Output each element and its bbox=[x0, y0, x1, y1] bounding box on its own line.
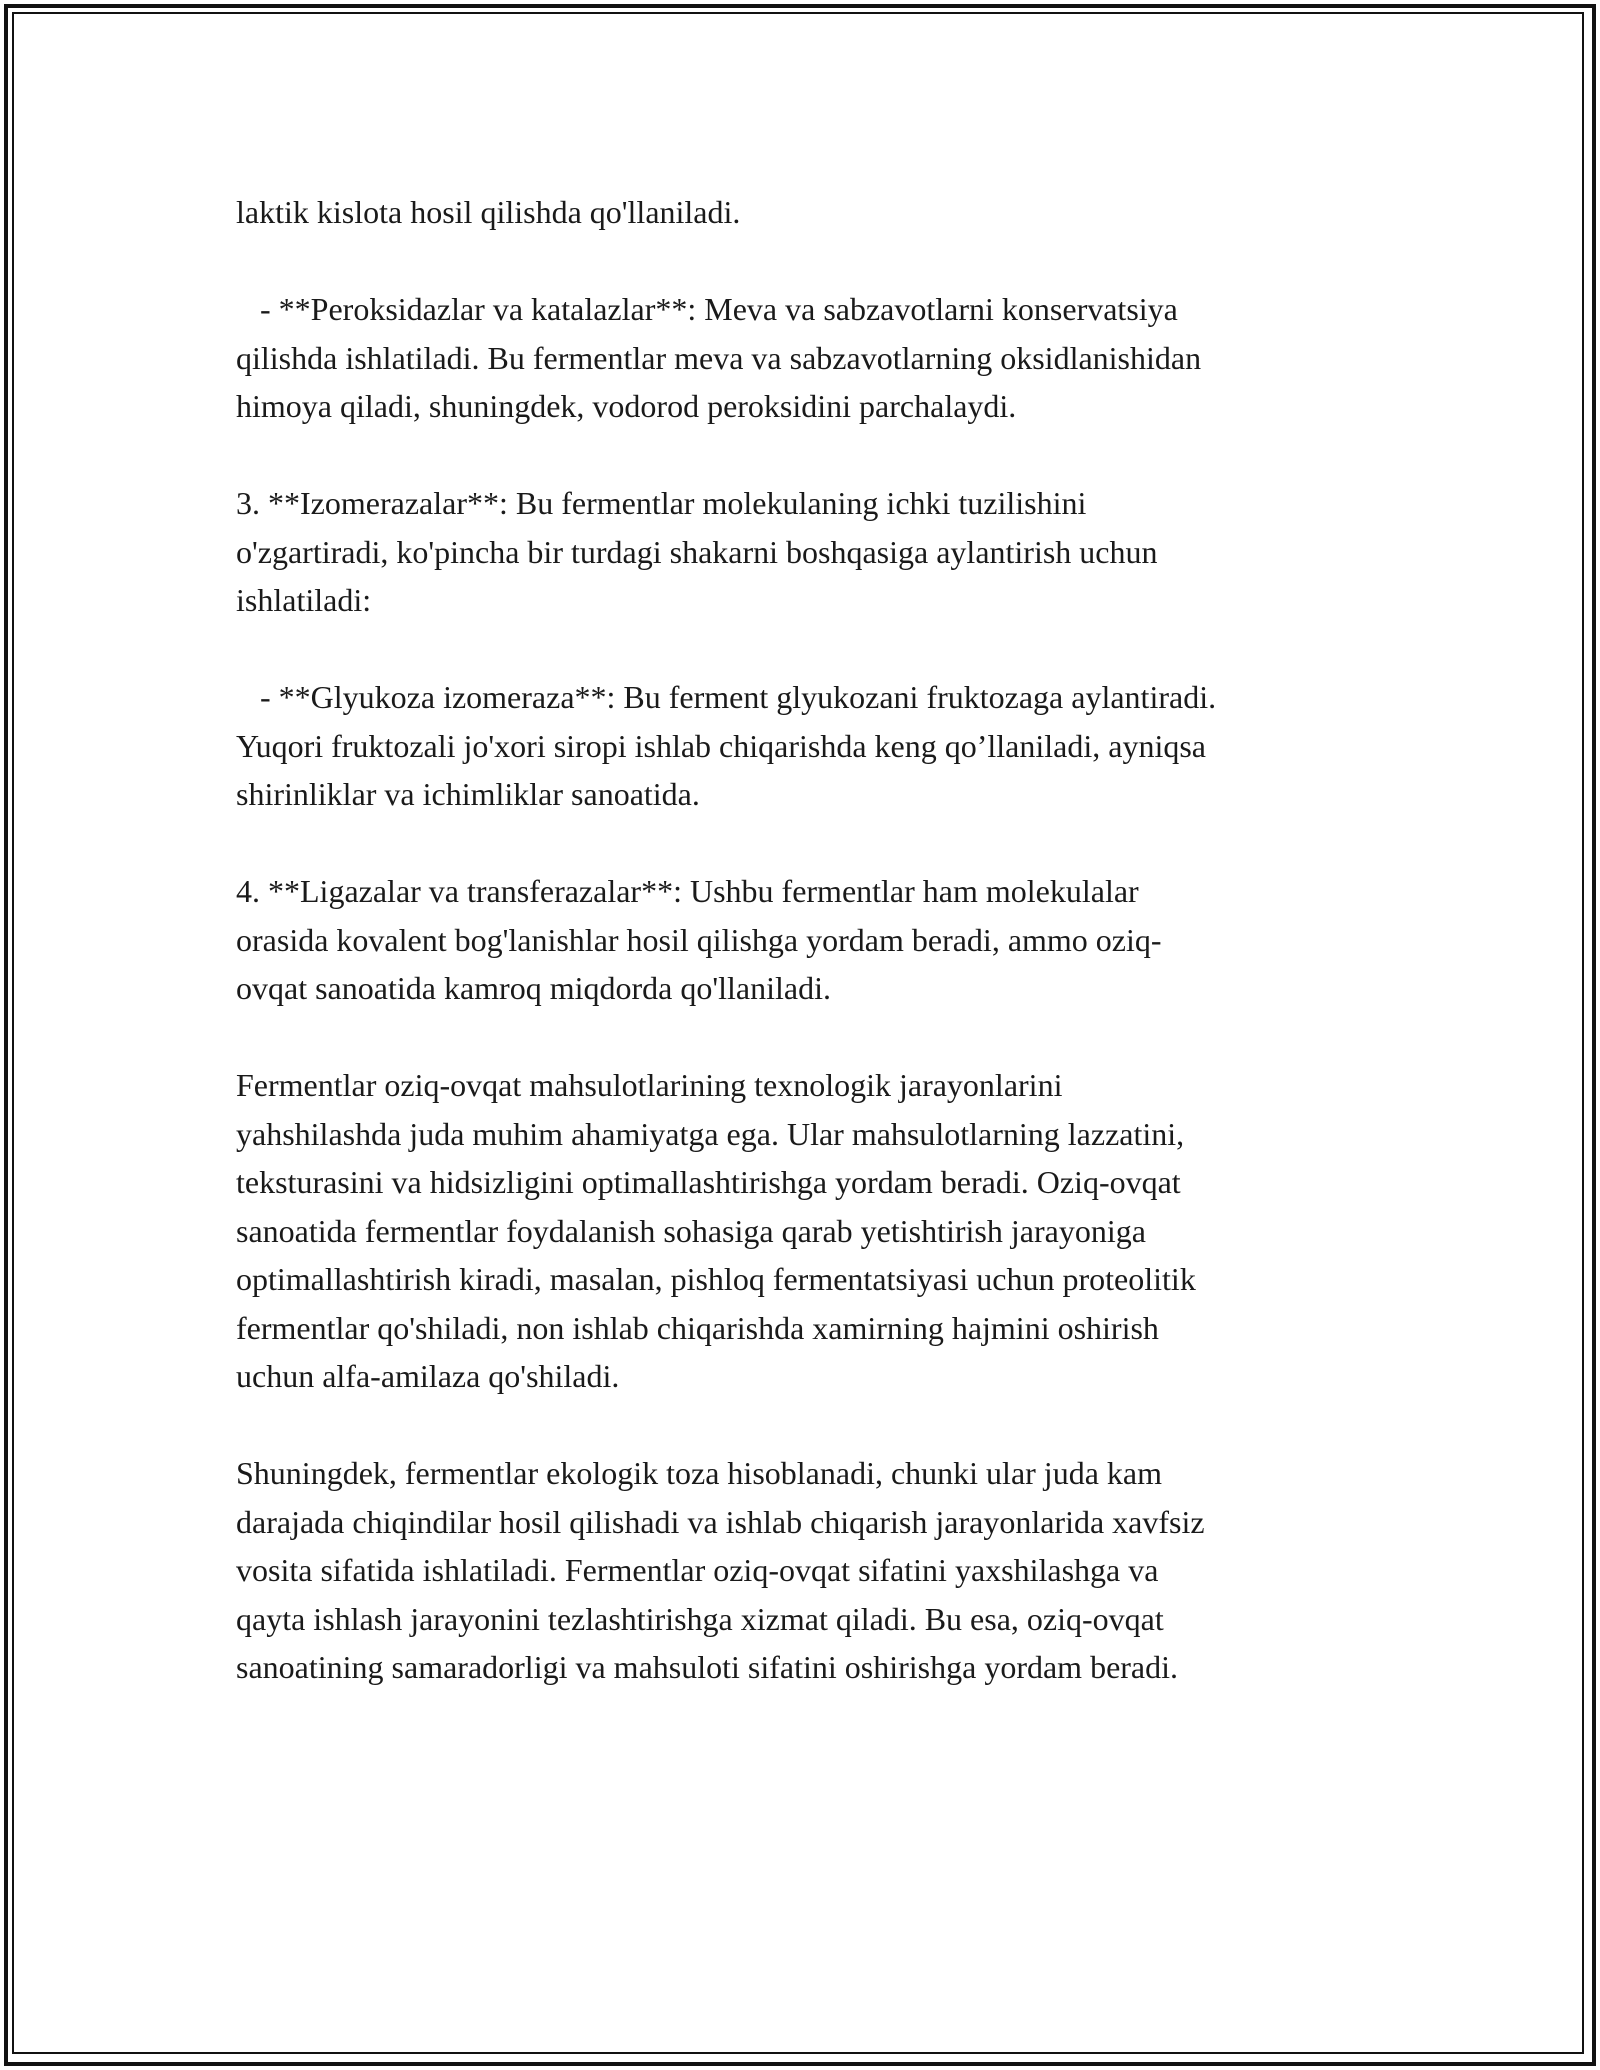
paragraph-enzymes-ecology: Shuningdek, fermentlar ekologik toza hisoblanadi, chunki ular juda kam darajada chiqindilar hosil qilishadi va ishlab chiqarish jarayonlarida xavfsiz vosita sifatida ishlatiladi. Fermentlar oziq-ovqat sifatini yaxshilashga va qayta ishlash jarayonini tezlashtirishga xizmat qiladi. Bu esa, oziq-ovqat sanoatining samaradorligi va mahsuloti sifatini oshirishga yordam beradi. bbox=[236, 1455, 1205, 1685]
document-body bbox=[236, 188, 1386, 1692]
paragraph-isomerases: 3. **Izomerazalar**: Bu fermentlar molekulaning ichki tuzilishini o'zgartiradi, ko'pincha bir turdagi shakarni boshqasiga aylantirish uchun ishlatiladi: bbox=[236, 485, 1158, 618]
paragraph-peroxidases-catalases: - **Peroksidazlar va katalazlar**: Meva va sabzavotlarni konservatsiya qilishda ishlatiladi. Bu fermentlar meva va sabzavotlarning oksidlanishidan himoya qiladi, shuningdek, vodorod peroksidini parchalaydi. bbox=[236, 291, 1202, 424]
paragraph-glucose-isomerase: - **Glyukoza izomeraza**: Bu ferment glyukozani fruktozaga aylantiradi. Yuqori fruktozali jo'xori siropi ishlab chiqarishda keng qo’llaniladi, ayniqsa shirinliklar va ichimliklar sanoatida. bbox=[236, 679, 1217, 812]
paragraph-ligases-transferases: 4. **Ligazalar va transferazalar**: Ushbu fermentlar ham molekulalar orasida kovalent bog'lanishlar hosil qilishga yordam beradi, ammo oziq- ovqat sanoatida kamroq miqdorda qo'llaniladi. bbox=[236, 873, 1162, 1006]
paragraph-lactic-acid: laktik kislota hosil qilishda qo'llaniladi. bbox=[236, 194, 741, 230]
paragraph-enzymes-technology: Fermentlar oziq-ovqat mahsulotlarining texnologik jarayonlarini yahshilashda juda muhim ahamiyatga ega. Ular mahsulotlarning lazzatini, teksturasini va hidsizligini optimallashtirishga yordam beradi. Oziq-ovqat sanoatida fermentlar foydalanish sohasiga qarab yetishtirish jarayoniga optimallashtirish kiradi, masalan, pishloq fermentatsiyasi uchun proteolitik fermentlar qo'shiladi, non ishlab chiqarishda xamirning hajmini oshirish uchun alfa-amilaza qo'shiladi. bbox=[236, 1067, 1196, 1394]
